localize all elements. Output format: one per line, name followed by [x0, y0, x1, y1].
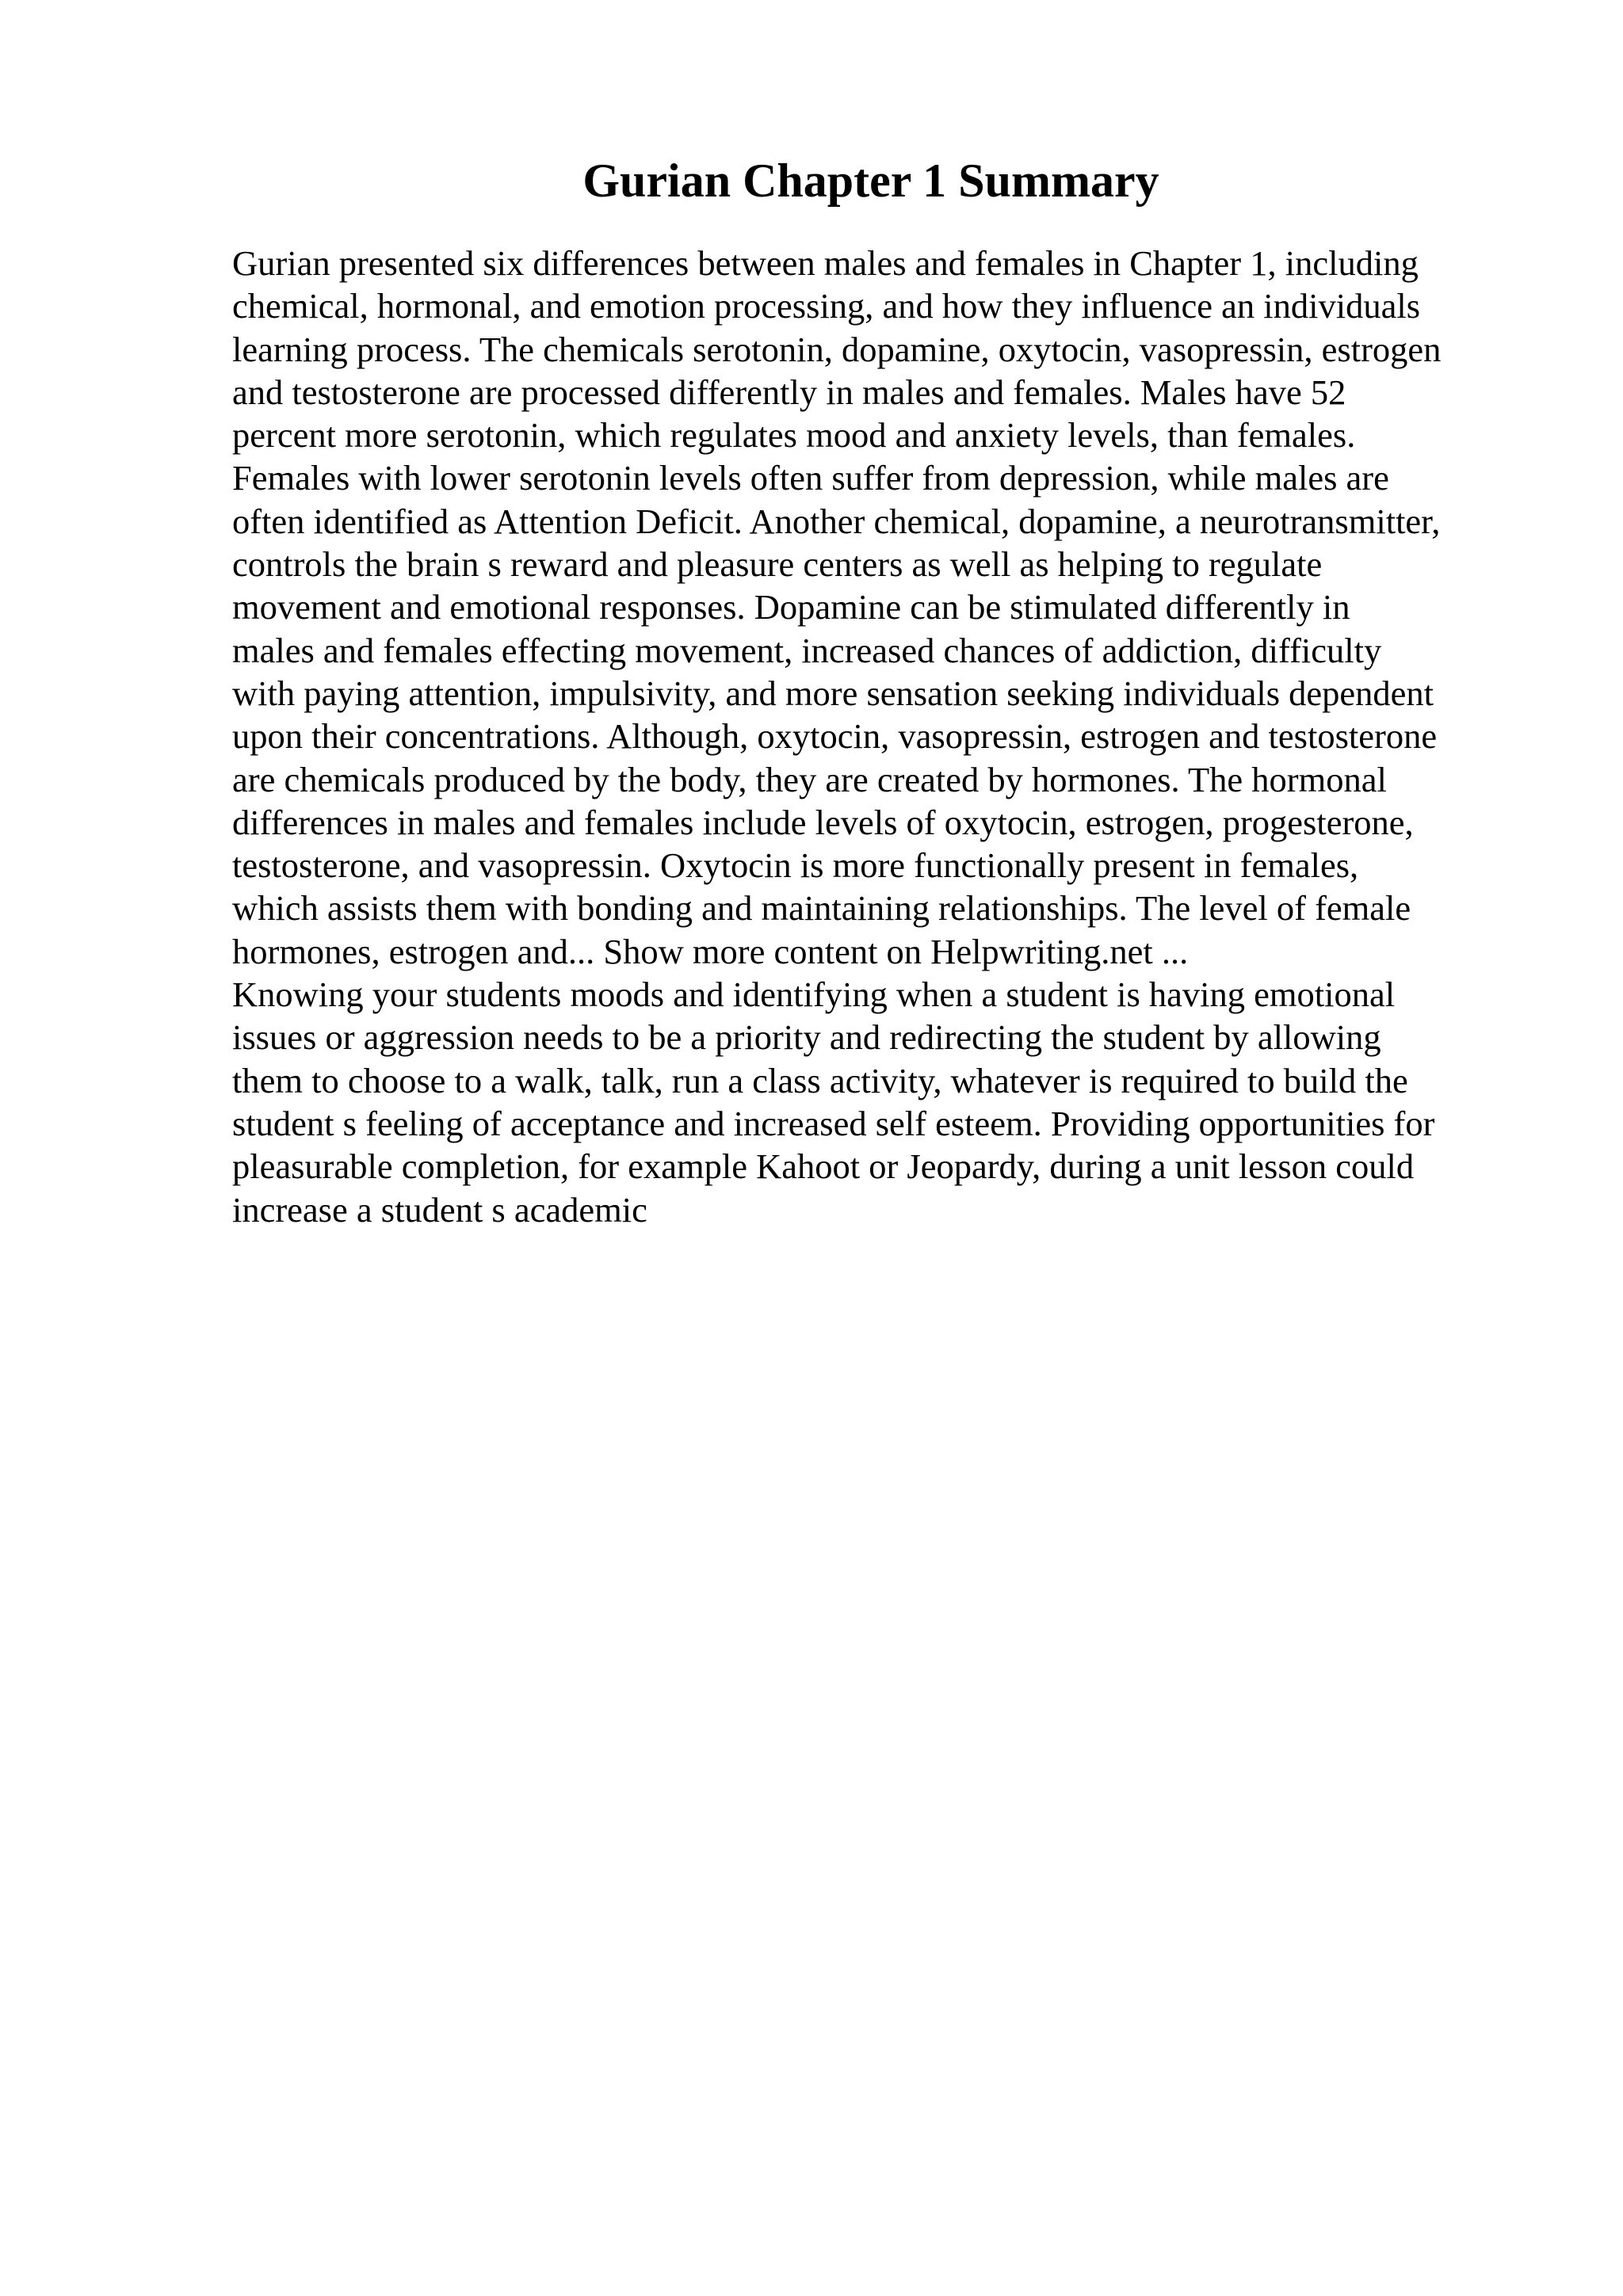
text-line: differences in males and females include levels of oxytocin, estrogen, progesterone,: [232, 802, 1414, 842]
text-line: percent more serotonin, which regulates mood and anxiety levels, than females.: [232, 415, 1356, 456]
text-line: males and females effecting movement, increased chances of addiction, difficulty: [232, 630, 1382, 670]
text-line: increase a student s academic: [232, 1189, 647, 1230]
text-line: are chemicals produced by the body, they are created by hormones. The hormonal: [232, 759, 1387, 799]
text-line: pleasurable completion, for example Kahoot or Jeopardy, during a unit lesson could: [232, 1146, 1415, 1187]
text-line: movement and emotional responses. Dopamine can be stimulated differently in: [232, 587, 1350, 627]
text-line: with paying attention, impulsivity, and more sensation seeking individuals dependent: [232, 673, 1434, 713]
document-title: Gurian Chapter 1 Summary: [582, 154, 1159, 207]
text-line: chemical, hormonal, and emotion processing, and how they influence an individuals: [232, 286, 1421, 326]
text-line: them to choose to a walk, talk, run a class activity, whatever is required to build the: [232, 1060, 1408, 1100]
document-body: [232, 242, 1516, 1231]
text-line: Knowing your students moods and identifying when a student is having emotional: [232, 974, 1396, 1015]
text-line: often identified as Attention Deficit. Another chemical, dopamine, a neurotransmitter,: [232, 501, 1441, 541]
text-line: learning process. The chemicals serotonin, dopamine, oxytocin, vasopressin, estrogen: [232, 329, 1442, 369]
text-line: testosterone, and vasopressin. Oxytocin is more functionally present in females,: [232, 845, 1359, 886]
text-line: student s feeling of acceptance and increased self esteem. Providing opportunities for: [232, 1103, 1435, 1143]
paragraph-1: [232, 242, 1516, 973]
text-line: hormones, estrogen and... Show more content on Helpwriting.net ...: [232, 931, 1189, 971]
text-line: issues or aggression needs to be a priority and redirecting the student by allowing: [232, 1017, 1381, 1058]
text-line: and testosterone are processed differently in males and females. Males have 52: [232, 372, 1346, 412]
paragraph-2: [232, 973, 1516, 1231]
text-line: Gurian presented six differences between males and females in Chapter 1, including: [232, 243, 1419, 283]
text-line: controls the brain s reward and pleasure centers as well as helping to regulate: [232, 544, 1323, 585]
text-line: which assists them with bonding and maintaining relationships. The level of female: [232, 888, 1411, 929]
text-line: Females with lower serotonin levels often suffer from depression, while males are: [232, 458, 1389, 498]
text-line: upon their concentrations. Although, oxytocin, vasopressin, estrogen and testosterone: [232, 716, 1438, 757]
